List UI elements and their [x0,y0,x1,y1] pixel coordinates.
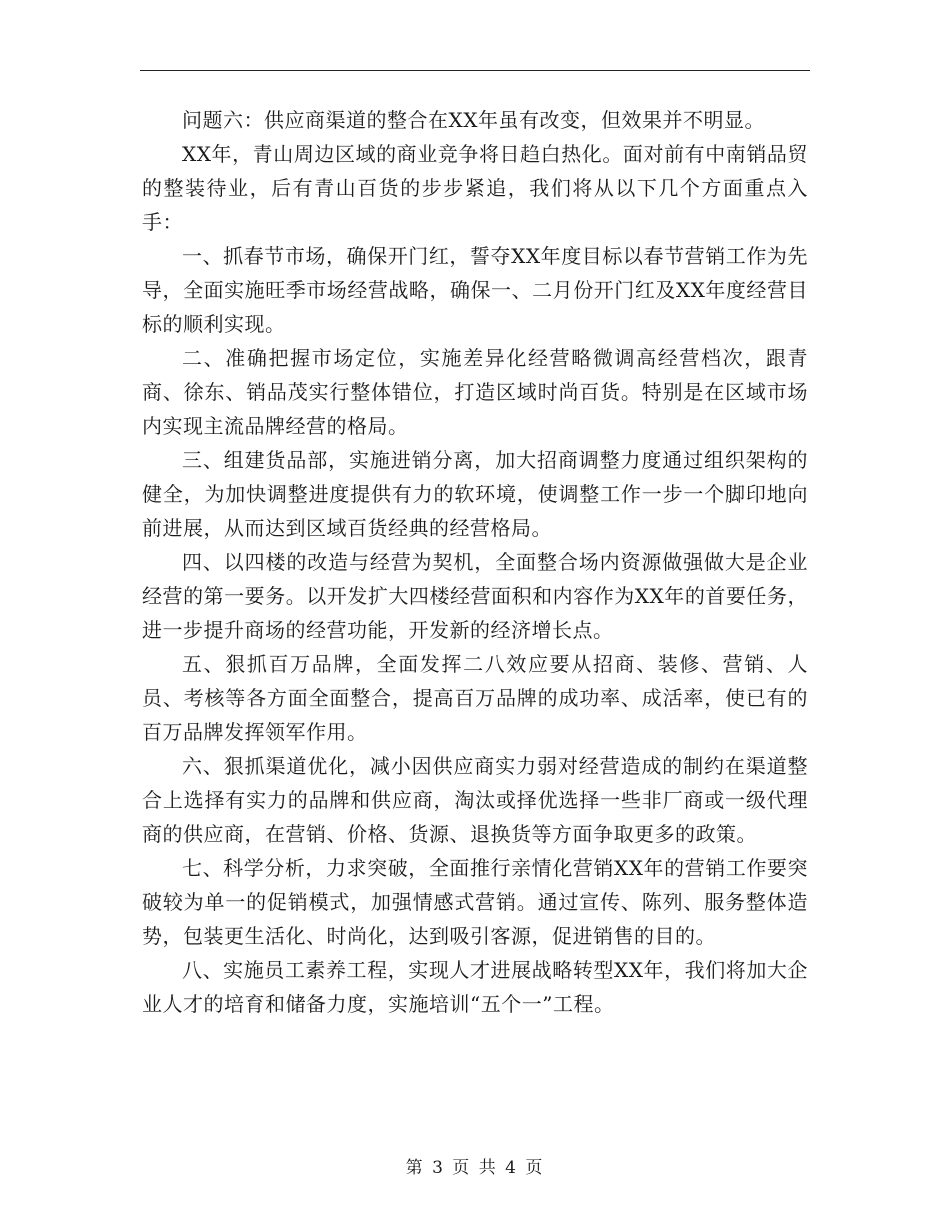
paragraph-item-7: 七、科学分析，力求突破，全面推行亲情化营销XX年的营销工作要突破较为单一的促销模式，加强情感式营销。通过宣传、陈列、服务整体造势，包装更生活化、时尚化，达到吸引客源，促进销售的目的。 [142,856,808,948]
paragraph-item-1: 一、抓春节市场，确保开门红，誓夺XX年度目标以春节营销工作为先导，全面实施旺季市场经营战略，确保一、二月份开门红及XX年度经营目标的顺利实现。 [142,244,808,336]
paragraph-item-8: 八、实施员工素养工程，实现人才进展战略转型XX年，我们将加大企业人才的培育和储备力度，实施培训“五个一”工程。 [142,958,808,1016]
page-number-footer: 第 3 页 共 4 页 [405,1158,545,1178]
paragraph-intro: XX年，青山周边区域的商业竞争将日趋白热化。面对前有中南销品贸的整装待业，后有青山百货的步步紧追，我们将从以下几个方面重点入手： [142,142,808,234]
paragraph-problem-six: 问题六：供应商渠道的整合在XX年虽有改变，但效果并不明显。 [182,108,765,132]
paragraph-item-5: 五、狠抓百万品牌，全面发挥二八效应要从招商、装修、营销、人员、考核等各方面全面整合，提高百万品牌的成功率、成活率，使已有的百万品牌发挥领军作用。 [142,652,808,744]
paragraph-item-4: 四、以四楼的改造与经营为契机，全面整合场内资源做强做大是企业经营的第一要务。以开发扩大四楼经营面积和内容作为XX年的首要任务，进一步提升商场的经营功能，开发新的经济增长点。 [142,550,808,642]
paragraph-item-6: 六、狠抓渠道优化，减小因供应商实力弱对经营造成的制约在渠道整合上选择有实力的品牌和供应商，淘汰或择优选择一些非厂商或一级代理商的供应商，在营销、价格、货源、退换货等方面争取更多的政策。 [142,754,808,846]
paragraph-item-2: 二、准确把握市场定位，实施差异化经营略微调高经营档次，跟青商、徐东、销品茂实行整体错位，打造区域时尚百货。特别是在区域市场内实现主流品牌经营的格局。 [142,346,808,438]
document-body [142,103,808,1021]
header-rule [140,70,810,71]
paragraph-item-3: 三、组建货品部，实施进销分离，加大招商调整力度通过组织架构的健全，为加快调整进度提供有力的软环境，使调整工作一步一个脚印地向前进展，从而达到区域百货经典的经营格局。 [142,448,808,540]
